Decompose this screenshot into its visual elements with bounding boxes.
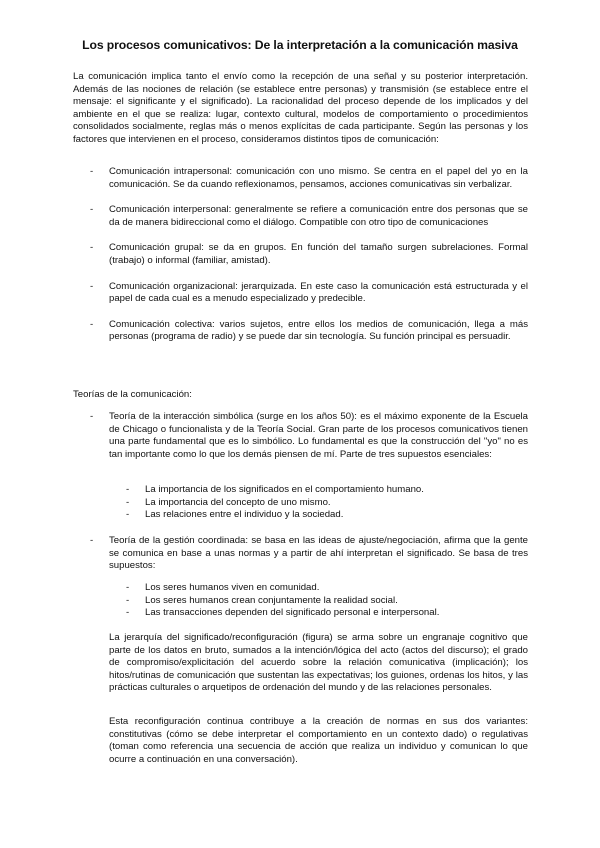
list-item: - Los seres humanos viven en comunidad. [126, 582, 506, 595]
communication-types-list [90, 166, 528, 357]
significance-paragraph: La jerarquía del significado/reconfiguración (figura) se arma sobre un engranaje cognitivo que parte de los datos en bruto, sumados a la intención/lógica del acto (actos del discurso); el grado de compromiso/explicitación del acuerdo sobre la relación comunicativa (implicación); los hitos/rutinas de comunicación que sustentan las expectativas; los guiones, ordenas los hitos, y las prácticas culturales o arquetipos de ordenación del mundo y de las relaciones personales. [109, 632, 528, 694]
theory-2 [90, 535, 528, 573]
list-item: - Comunicación organizacional: jerarquizada. En este caso la comunicación está estructurada y el papel de cada cual es a menudo especializado y predecible. [90, 281, 528, 306]
theory-1-text: - Teoría de la interacción simbólica (surge en los años 50): es el máximo exponente de la Escuela de Chicago o funcionalista y de la Teoría Social. Gran parte de los procesos comunicativos tienen una parte fundamental que es lo simbólico. Lo fundamental es que la construcción del "yo" no es tan importante como lo que los demás piensen de mí. Parte de tres supuestos esenciales: [90, 411, 528, 461]
list-item: - Comunicación interpersonal: generalmente se refiere a comunicación entre dos personas que se da de manera bidireccional como el diálogo. Compatible con otro tipo de comunicaciones [90, 204, 528, 229]
theory-2-text: - Teoría de la gestión coordinada: se basa en las ideas de ajuste/negociación, afirma que la gente se comunica en base a unas normas y a partir de ahí interpretan el significado. Se basa de tres supuestos: [90, 535, 528, 573]
list-item: - La importancia de los significados en el comportamiento humano. [126, 484, 506, 497]
theory-1 [90, 411, 528, 461]
intro-paragraph: La comunicación implica tanto el envío como la recepción de una señal y su posterior interpretación. Además de las nociones de relación (se establece entre personas) y transmisión (se establece entre el mensaje: el significante y el significado). La racionalidad del proceso depende de los implicados y del ambiente en el que se realiza: lugar, contexto cultural, modelos de comportamiento o procedimientos consolidados socialmente, reglas más o menos explícitas de cada participante. Según las personas y los factores que intervienen en el proceso, consideramos distintos tipos de comunicación: [73, 71, 528, 145]
theories-heading: Teorías de la comunicación: [73, 389, 192, 400]
list-item: - Comunicación colectiva: varios sujetos, entre ellos los medios de comunicación, llega a más personas (programa de radio) y se puede dar sin tecnología. Su función principal es persuadir. [90, 319, 528, 344]
reconfiguration-paragraph: Esta reconfiguración continua contribuye a la creación de normas en sus dos variantes: constitutivas (cómo se debe interpretar el comportamiento en un contexto dado) o regulativas (toman como referencia una secuencia de acción que realiza un individuo y comunican lo que ocurre a continuación en una conversación). [109, 716, 528, 765]
list-item: - Las relaciones entre el individuo y la sociedad. [126, 509, 506, 522]
list-item: - Comunicación intrapersonal: comunicación con uno mismo. Se centra en el papel del yo en la comunicación. Se da cuando reflexionamos, pensamos, acciones comunicativas sin verbalizar. [90, 166, 528, 191]
theory-2-points [126, 582, 506, 620]
list-item: - Comunicación grupal: se da en grupos. En función del tamaño surgen subrelaciones. Formal (trabajo) o informal (familiar, amistad). [90, 242, 528, 267]
page-title: Los procesos comunicativos: De la interpretación a la comunicación masiva [82, 38, 518, 52]
list-item: - Los seres humanos crean conjuntamente la realidad social. [126, 595, 506, 608]
list-item: - La importancia del concepto de uno mismo. [126, 497, 506, 510]
list-item: - Las transacciones dependen del significado personal e interpersonal. [126, 607, 506, 620]
theory-1-points [126, 484, 506, 522]
